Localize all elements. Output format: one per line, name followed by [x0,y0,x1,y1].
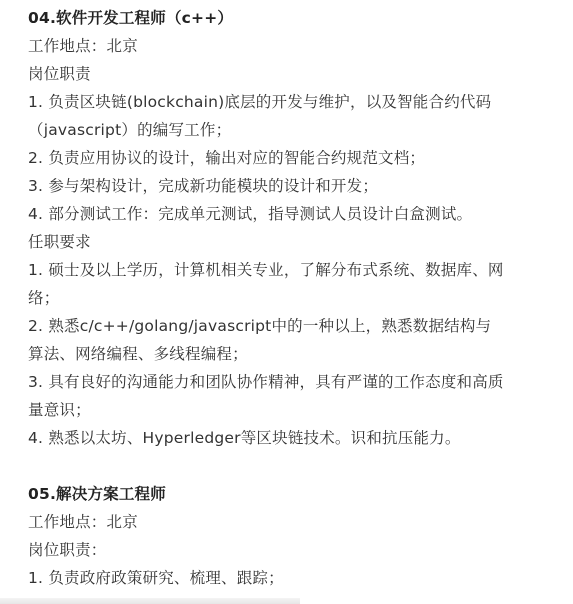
requirement-line: 2. 熟悉c/c++/golang/javascript中的一种以上，熟悉数据结构与 [28,317,492,335]
duty-line: （javascript）的编写工作； [28,121,232,139]
section-title-solutions-engineer: 05.解决方案工程师 [28,485,166,503]
requirement-line: 3. 具有良好的沟通能力和团队协作精神，具有严谨的工作态度和高质 [28,373,504,391]
requirement-line: 络； [28,289,60,307]
section-title-software-engineer: 04.软件开发工程师（c++） [28,9,234,27]
requirement-line: 1. 硕士及以上学历，计算机相关专业，了解分布式系统、数据库、网 [28,261,504,279]
work-location: 工作地点：北京 [28,37,138,55]
bottom-divider-shadow [0,598,300,604]
duty-line: 1. 负责政府政策研究、梳理、跟踪； [28,569,284,587]
requirement-line: 4. 熟悉以太坊、Hyperledger等区块链技术。识和抗压能力。 [28,429,461,447]
requirements-heading: 任职要求 [28,233,91,251]
duties-heading: 岗位职责 [28,65,91,83]
section-spacer [28,452,558,480]
job-posting-document [28,4,558,592]
requirement-line: 量意识； [28,401,91,419]
requirement-line: 算法、网络编程、多线程编程； [28,345,248,363]
duty-line: 1. 负责区块链(blockchain)底层的开发与维护，以及智能合约代码 [28,93,492,111]
duty-line: 3. 参与架构设计，完成新功能模块的设计和开发； [28,177,379,195]
duty-line: 4. 部分测试工作：完成单元测试，指导测试人员设计白盒测试。 [28,205,473,223]
duty-line: 2. 负责应用协议的设计，输出对应的智能合约规范文档； [28,149,426,167]
work-location: 工作地点：北京 [28,513,138,531]
duties-heading: 岗位职责： [28,541,107,559]
